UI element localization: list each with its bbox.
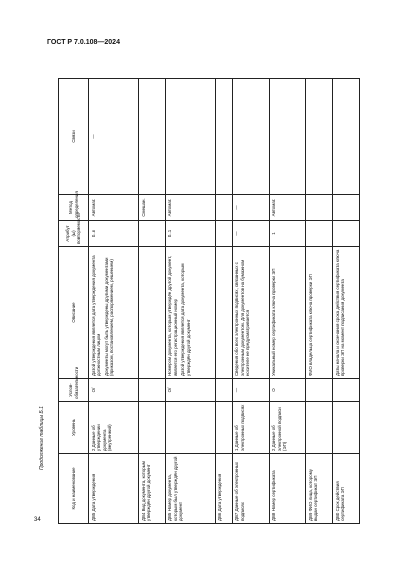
cell-description — [215, 247, 232, 379]
cell-code: ДВ4 Вид документа, которым утверждён другой документ — [139, 454, 166, 524]
column-header: Атрибут (ы) повторяемости — [59, 221, 89, 247]
table-row — [89, 79, 139, 524]
table-row — [232, 79, 269, 524]
cell-links — [215, 79, 232, 195]
description-paragraph: Датой утверждения является дата утверждения документа должностным лицом — [90, 255, 101, 376]
table-header-row — [59, 79, 89, 524]
cell-method: Смешан. — [139, 195, 166, 221]
cell-condition: О/ — [89, 379, 139, 402]
cell-links — [269, 79, 306, 195]
table-caption: Продолжение таблицы Б.1 — [39, 406, 45, 470]
cell-level — [333, 402, 360, 454]
column-header: Услов- обязательности — [59, 379, 89, 402]
cell-level: 2 Данные об утверждении документа (внутренний) — [89, 402, 139, 454]
cell-condition: — — [232, 379, 269, 402]
cell-description — [232, 247, 269, 379]
cell-code: ДВ6 Дата утверждения — [215, 454, 232, 524]
cell-code: ДВ9 ФИО лица, которому выдан сертификат ЭП — [306, 454, 333, 524]
cell-level — [306, 402, 333, 454]
description-paragraph: Номером документа, которым утверждён другой документ, является его регистрационный номер — [167, 255, 178, 376]
column-header: Метод определения — [59, 195, 89, 221]
cell-repeat: 0..1 — [165, 221, 215, 247]
cell-method: Автомат. — [269, 195, 306, 221]
cell-repeat — [306, 221, 333, 247]
cell-method — [333, 195, 360, 221]
cell-code: ДВ0 Срок действия сертификата ЭП — [333, 454, 360, 524]
document-header: ГОСТ Р 7.0.108—2024 — [47, 39, 120, 46]
table-row — [306, 79, 333, 524]
cell-description — [269, 247, 306, 379]
column-header: Уровень — [59, 402, 89, 454]
cell-links — [165, 79, 215, 195]
cell-level: 2 Данные об электронной подписи (ЭП) — [269, 402, 306, 454]
table-row — [269, 79, 306, 524]
cell-condition — [139, 379, 166, 402]
cell-condition: О/ — [165, 379, 215, 402]
cell-repeat: 1 — [269, 221, 306, 247]
cell-level — [165, 402, 215, 454]
cell-repeat — [333, 221, 360, 247]
cell-description — [306, 247, 333, 379]
cell-code: ДВ5 Номер документа, которым был утверждён другой документ — [165, 454, 215, 524]
cell-method: Автомат. — [165, 195, 215, 221]
cell-repeat — [215, 221, 232, 247]
cell-code: ДВ8 Номер сертификата — [269, 454, 306, 524]
cell-code: ДВ7 Данные об электронных подписях — [232, 454, 269, 524]
cell-method — [306, 195, 333, 221]
table-row — [139, 79, 166, 524]
cell-level — [139, 402, 166, 454]
cell-repeat: 0..n — [89, 221, 139, 247]
rotated-table — [58, 79, 360, 524]
page-number: 34 — [34, 517, 41, 523]
cell-condition — [333, 379, 360, 402]
cell-links: — — [89, 79, 139, 195]
cell-method — [215, 195, 232, 221]
cell-links — [139, 79, 166, 195]
cell-links — [306, 79, 333, 195]
cell-level — [215, 402, 232, 454]
description-paragraph: Уникальный номер сертификата ключа проверки ЭП — [271, 268, 277, 376]
description-paragraph: Датой утверждения является дата документа, которым утверждён другой документ — [180, 263, 191, 376]
cell-description — [139, 247, 166, 379]
cell-level: 1 Данные об электронных подписях — [232, 402, 269, 454]
column-header: Описание — [59, 247, 89, 379]
table-row — [215, 79, 232, 524]
cell-condition: О — [269, 379, 306, 402]
column-header: Связи — [59, 79, 89, 195]
table-row — [165, 79, 215, 524]
cell-method: — — [232, 195, 269, 221]
cell-condition — [306, 379, 333, 402]
requirements-table — [58, 78, 360, 524]
description-paragraph: ФИО владельца сертификата ключа проверки ЭП — [307, 274, 313, 376]
table-row — [333, 79, 360, 524]
cell-repeat — [139, 221, 166, 247]
cell-description — [165, 247, 215, 379]
column-header: Код и наименование — [59, 454, 89, 524]
cell-condition — [215, 379, 232, 402]
cell-description — [333, 247, 360, 379]
cell-code: ДВ5 Дата утверждения — [89, 454, 139, 524]
description-paragraph: Даты начала и окончания срока действия сертификата ключа проверки ЭП на момент подписания документа — [334, 249, 346, 376]
cell-repeat: — — [232, 221, 269, 247]
description-paragraph: Документы могут быть утверждены другими документами (приказом, постановлением, распоряжением, решением) — [103, 257, 114, 376]
cell-links — [232, 79, 269, 195]
cell-links — [333, 79, 360, 195]
cell-description — [89, 247, 139, 379]
description-paragraph: Сведения обо всех электронных подписях, связанных с электронным документом. Для документов на бумажном носителе не предусматривается — [234, 259, 251, 376]
cell-method: Автомат. — [89, 195, 139, 221]
